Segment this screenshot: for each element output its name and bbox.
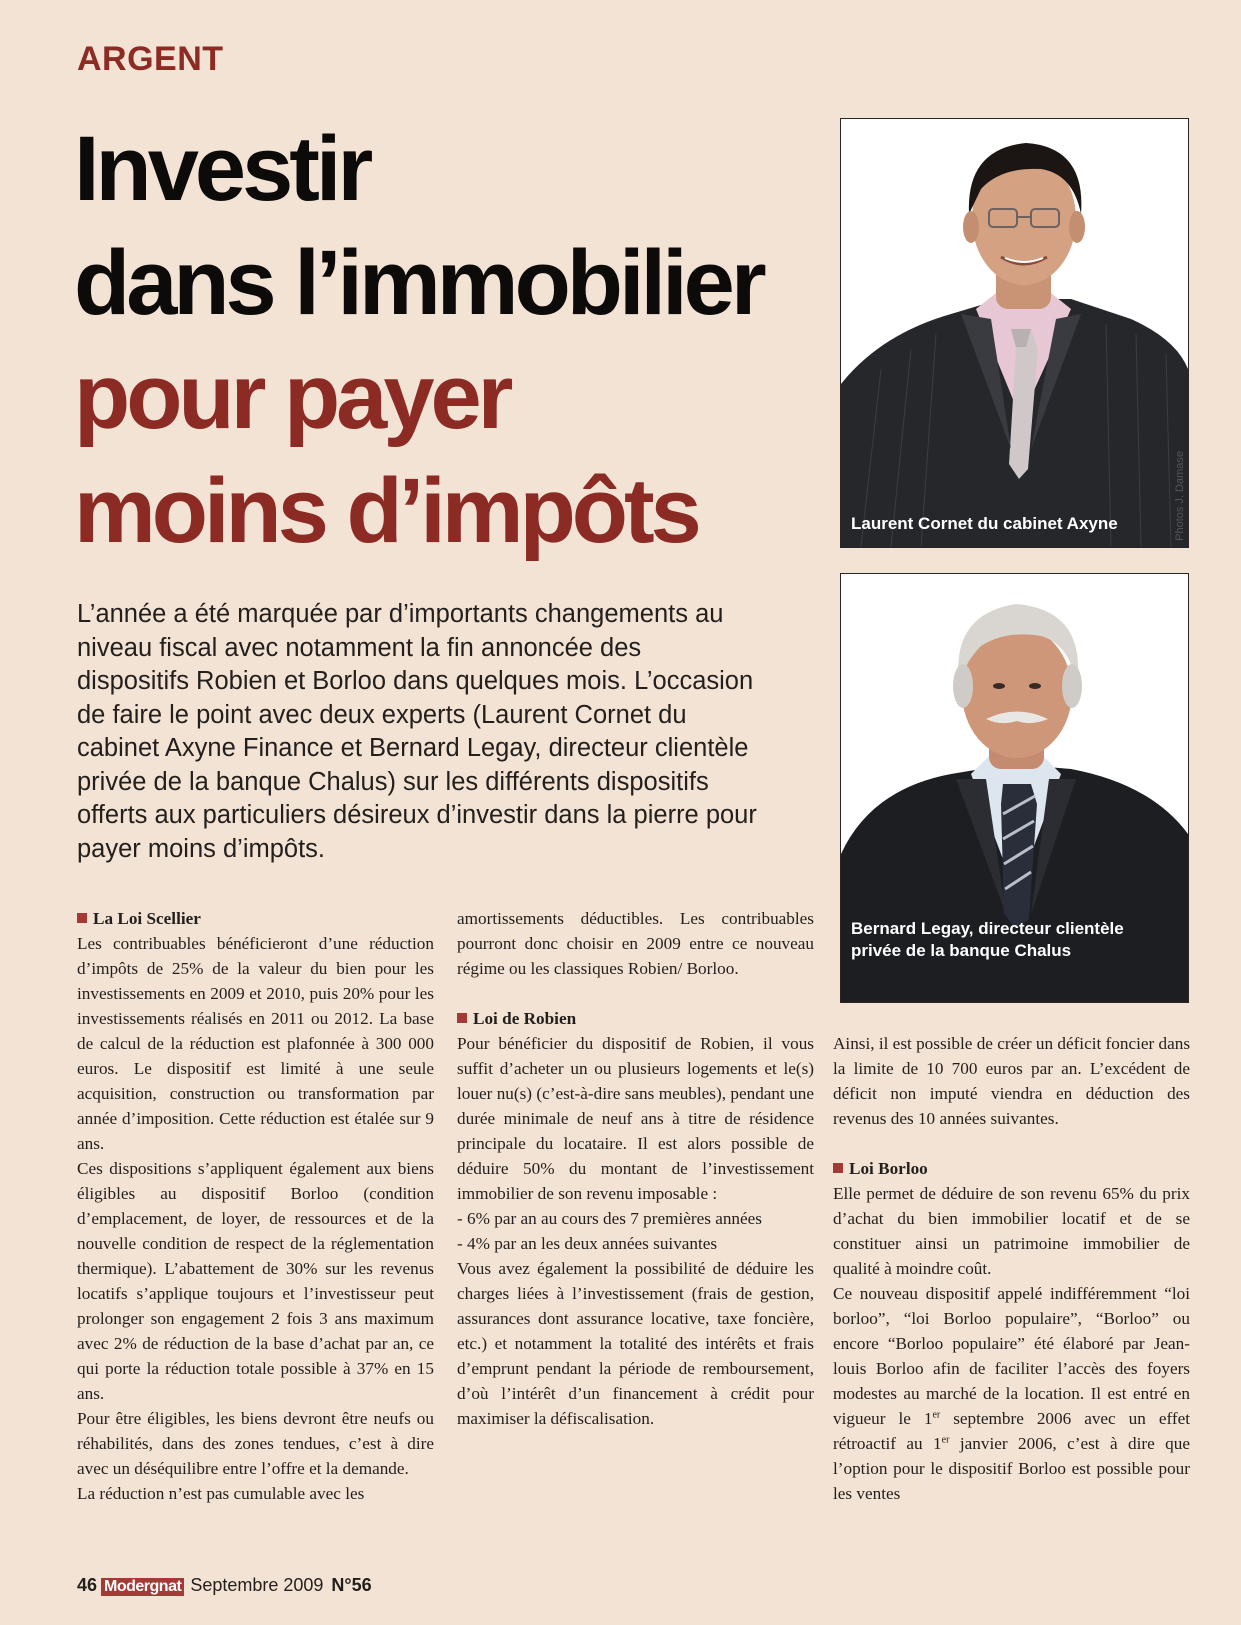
issue-number: N°56: [331, 1575, 372, 1595]
issue-date: Septembre 2009: [190, 1575, 324, 1595]
headline-line-1: Investir: [74, 118, 370, 220]
page-footer: [77, 1575, 372, 1596]
photo-caption-2-line-2: privée de la banque Chalus: [851, 941, 1072, 960]
bullet-square-icon: [77, 913, 87, 923]
lead-text: L’année a été marquée par d’importants changements au niveau fiscal avec notamment la fin annoncée des dispositifs Robien et Borloo dans quelques mois. L’occasion de faire le point avec deux experts (Laurent Cornet du cabinet Axyne Finance et Bernard Legay, directeur clientèle privée de la banque Chalus) sur les différents dispositifs offerts aux particuliers désireux d’investir dans la pierre pour payer moins d’impôts.: [77, 600, 757, 863]
paragraph: Ainsi, il est possible de créer un déficit foncier dans la limite de 10 700 euros par an. L’excédent de déficit non imputé viendra en déduction des revenus des 10 années suivantes.: [833, 1034, 1191, 1128]
paragraph: Les contribuables bénéficieront d’une réduction d’impôts de 25% de la valeur du bien pour les investissements en 2009 et 2010, puis 20% pour les investissements réalisés en 2011 ou 2012. La base de calcul de la réduction est plafonnée à 300 000 euros. Le dispositif est limité à une seule acquisition, construction ou transformation par année d’imposition. Cette réduction est étalée sur 9 ans.: [77, 934, 434, 1153]
headline-line-4: moins d’impôts: [74, 460, 698, 562]
article-column-1: [77, 906, 434, 1506]
photo-credit: Photos J. Damase: [1174, 451, 1186, 541]
page-number: 46: [77, 1575, 98, 1595]
article-column-3: [833, 1031, 1190, 1506]
photo-caption-1: Laurent Cornet du cabinet Axyne: [851, 514, 1118, 533]
headline: [74, 112, 834, 568]
subhead-loi-borloo: Loi Borloo: [833, 1156, 1190, 1181]
list-item: - 6% par an au cours des 7 premières années: [457, 1209, 762, 1228]
subhead-loi-scellier: La Loi Scellier: [77, 906, 434, 931]
photo-laurent-cornet: [840, 118, 1189, 548]
magazine-logo: Modergnat: [101, 1578, 184, 1596]
paragraph: Pour être éligibles, les biens devront être neufs ou réhabilités, dans des zones tendues, c’est à dire avec un déséquilibre entre l’offre et la demande.: [77, 1409, 434, 1478]
paragraph: Ce nouveau dispositif appelé indifféremment “loi borloo”, “loi Borloo populaire”, “Borloo” ou encore “Borloo populaire” été élaboré par Jean-louis Borloo afin de faciliter l’accès des foyers modestes au marché de la location. Il est entré en vigueur le 1er septembre 2006 avec un effet rétroactif au 1er janvier 2006, c’est à dire que l’option pour le dispositif Borloo est possible pour les ventes: [833, 1284, 1190, 1503]
paragraph: Pour bénéficier du dispositif de Robien, il vous suffit d’acheter un ou plusieurs logements et le(s) louer nu(s) (c’est-à-dire sans meubles), pendant une durée minimale de neuf ans à titre de résidence principale du locataire. Il est alors possible de déduire 50% du montant de l’investissement immobilier de son revenu imposable :: [457, 1034, 814, 1203]
portrait-image: [841, 119, 1188, 547]
paragraph: Elle permet de déduire de son revenu 65% du prix d’achat du bien immobilier locatif et de se constituer ainsi un patrimoine immobilier de qualité à moindre coût.: [833, 1184, 1190, 1278]
headline-line-2: dans l’immobilier: [74, 232, 763, 334]
bullet-square-icon: [833, 1163, 843, 1173]
list-item: - 4% par an les deux années suivantes: [457, 1234, 718, 1253]
paragraph: Vous avez également la possibilité de déduire les charges liées à l’investissement (frais de gestion, assurances dont assurance locative, taxe foncière, etc.) et notamment la totalité des intérêts et frais d’emprunt pendant la période de remboursement, d’où l’intérêt d’un financement à crédit pour maximiser la défiscalisation.: [457, 1259, 814, 1428]
photo-bernard-legay: [840, 573, 1189, 1003]
paragraph: amortissements déductibles. Les contribuables pourront donc choisir en 2009 entre ce nouveau régime ou les classiques Robien/ Borloo.: [457, 909, 814, 978]
paragraph: La réduction n’est pas cumulable avec les: [77, 1484, 365, 1503]
photo-caption-2: [851, 918, 1124, 962]
photo-caption-2-line-1: Bernard Legay, directeur clientèle: [851, 919, 1124, 938]
article-column-2: [457, 906, 814, 1431]
headline-line-3: pour payer: [74, 346, 510, 448]
subhead-loi-de-robien: Loi de Robien: [457, 1006, 814, 1031]
lead-paragraph: [77, 598, 757, 866]
bullet-square-icon: [457, 1013, 467, 1023]
paragraph: Ces dispositions s’appliquent également aux biens éligibles au dispositif Borloo (condition d’emplacement, de loyer, de ressources et de la nouvelle condition de respect de la réglementation thermique). L’abattement de 30% sur les revenus locatifs s’applique toujours et l’investisseur peut prolonger son engagement 2 fois 3 ans maximum avec 2% de réduction de la base d’achat par an, ce qui porte la réduction totale possible à 37% en 15 ans.: [77, 1159, 434, 1403]
section-label: ARGENT: [77, 40, 224, 78]
